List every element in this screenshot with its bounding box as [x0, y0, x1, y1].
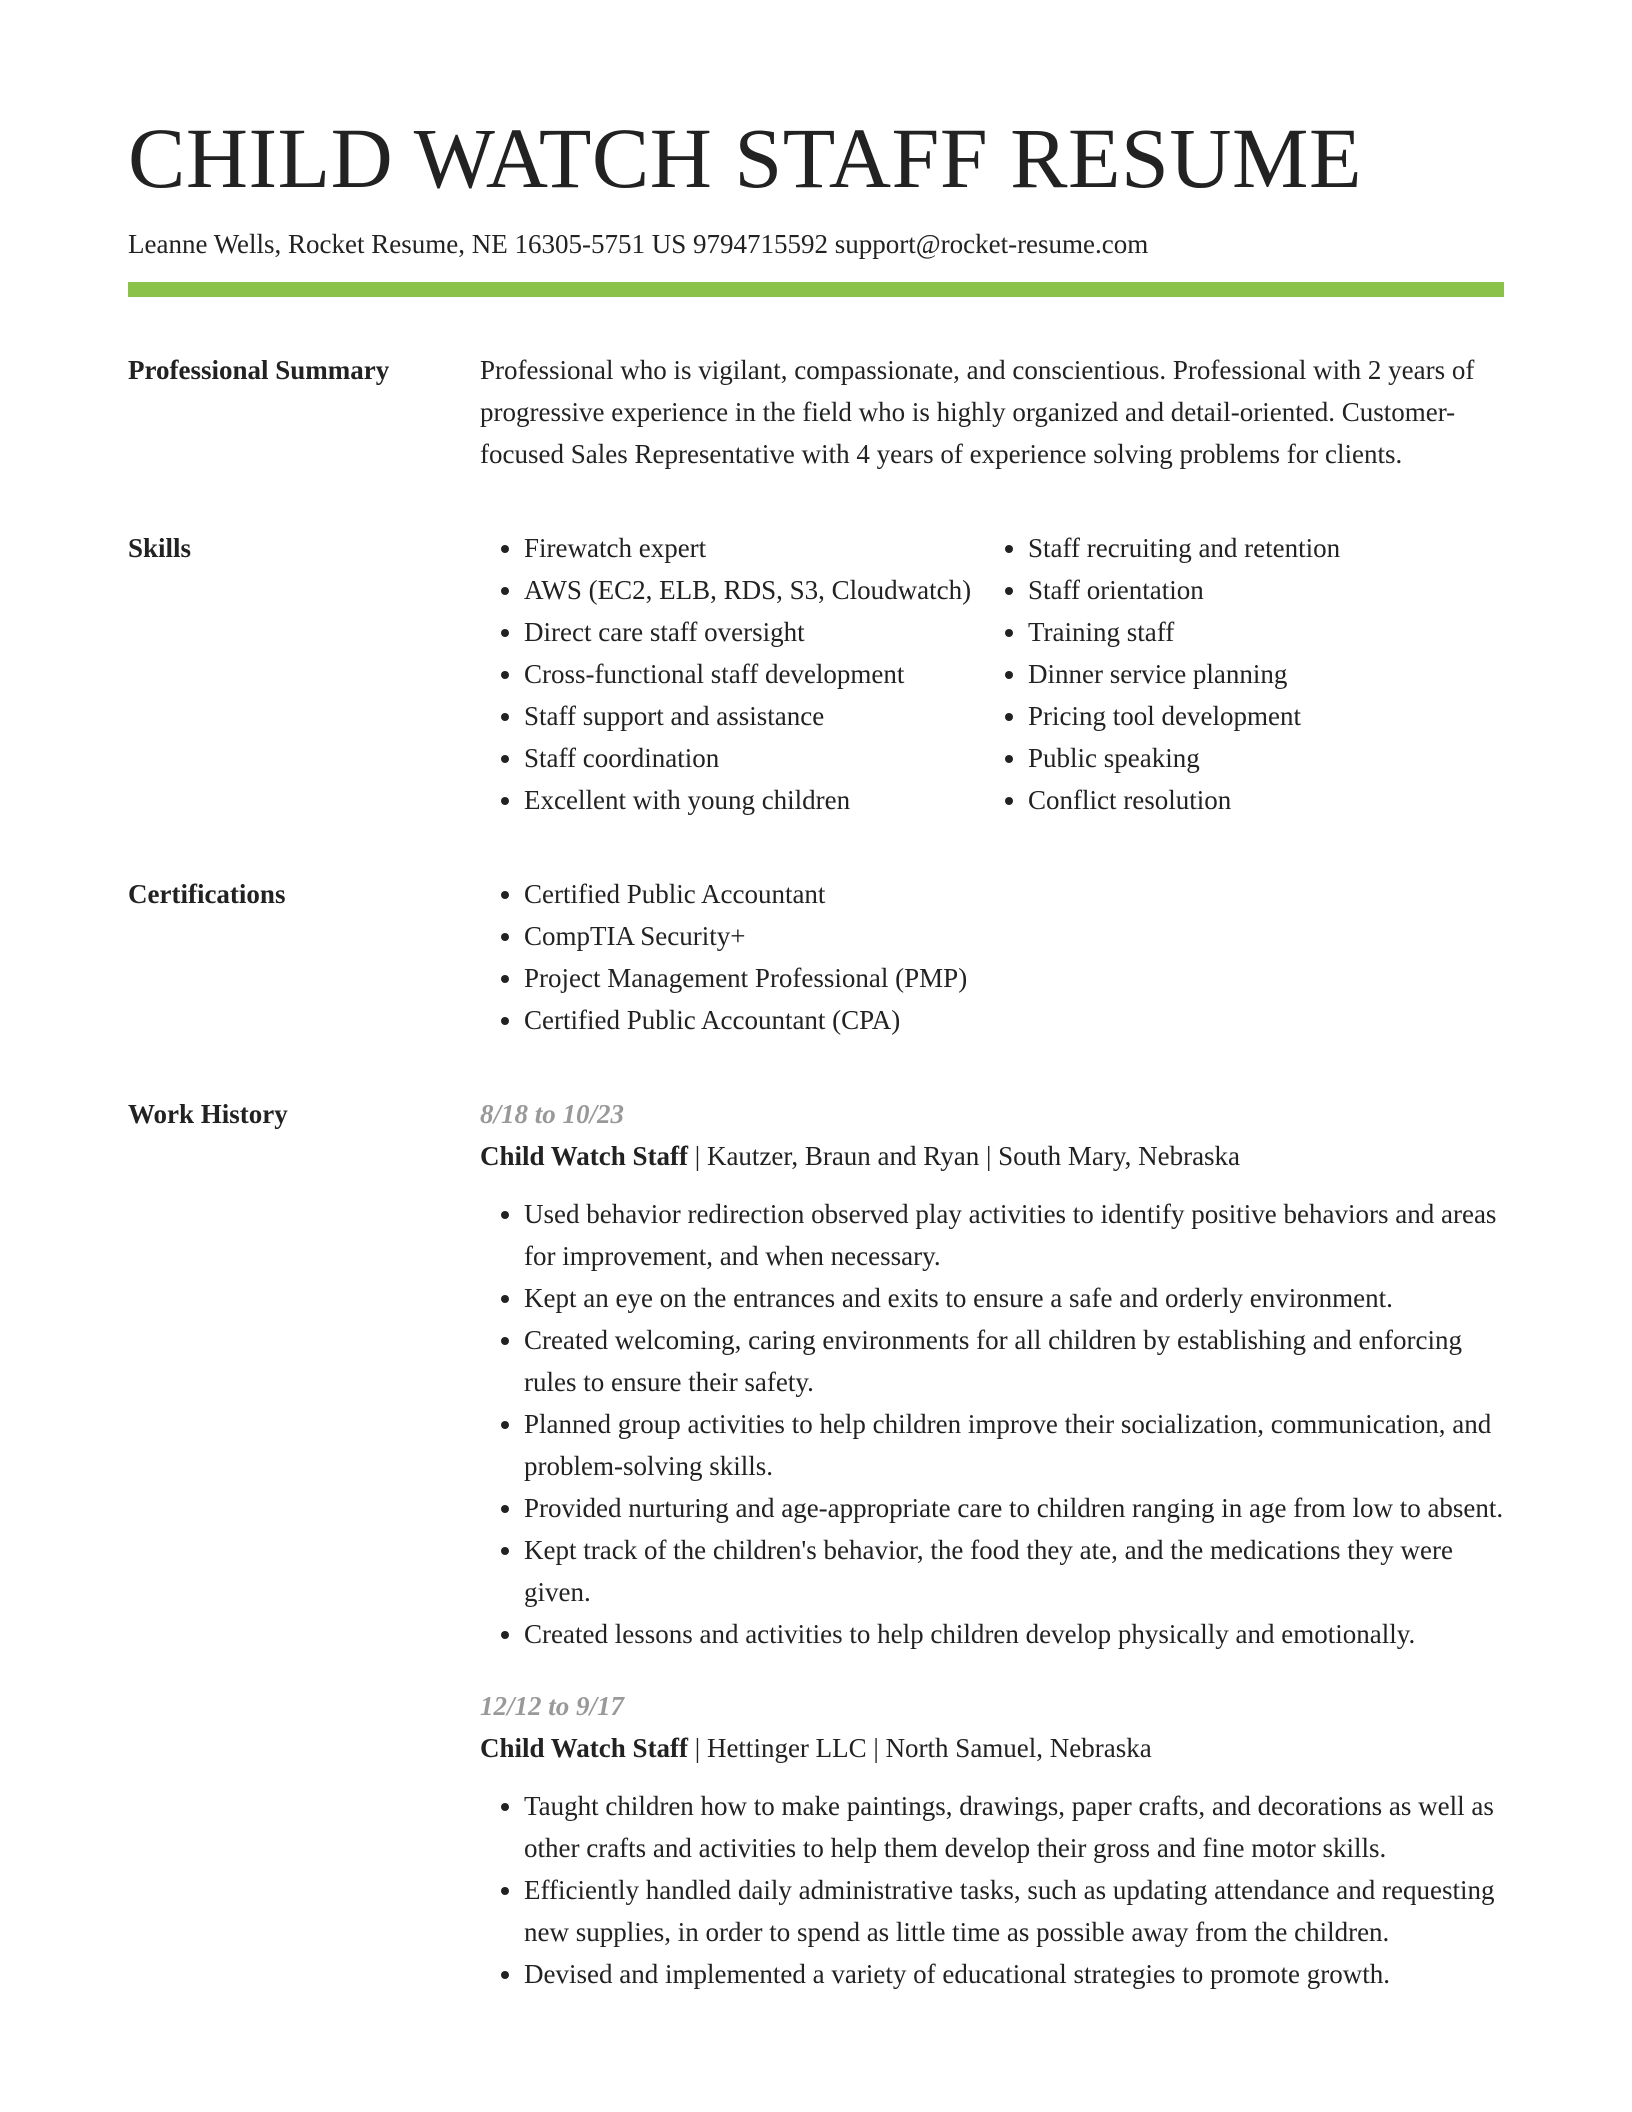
job-heading [480, 1727, 1504, 1769]
skill-item: • Pricing tool development [1028, 695, 1488, 737]
contact-email: support@rocket-resume.com [834, 229, 1149, 259]
work-history-body [480, 1093, 1504, 2025]
contact-address: Rocket Resume, NE 16305-5751 US [288, 229, 687, 259]
summary-section [128, 349, 1504, 475]
certification-item: • Certified Public Accountant [524, 873, 1504, 915]
skill-item: • Staff orientation [1028, 569, 1488, 611]
skills-list-right [984, 527, 1488, 821]
job-heading [480, 1135, 1504, 1177]
certifications-heading: Certifications [128, 879, 286, 910]
skill-item: • Public speaking [1028, 737, 1488, 779]
job-dates: 8/18 to 10/23 [480, 1099, 625, 1130]
job-company-location: | Kautzer, Braun and Ryan | South Mary, Nebraska [688, 1141, 1241, 1172]
certifications-list [480, 873, 1504, 1041]
certifications-section [128, 873, 1504, 1041]
skills-body [480, 527, 1504, 821]
skill-item: • Training staff [1028, 611, 1488, 653]
resume-title: CHILD WATCH STAFF RESUME [128, 110, 1362, 206]
job-bullet: • Efficiently handled daily administrative tasks, such as updating attendance and requesting new supplies, in order to spend as little time as possible away from the children. [524, 1869, 1504, 1953]
skill-item: • AWS (EC2, ELB, RDS, S3, Cloudwatch) [524, 569, 984, 611]
job-bullet: • Taught children how to make paintings, drawings, paper crafts, and decorations as well as other crafts and activities to help them develop their gross and fine motor skills. [524, 1785, 1504, 1869]
job-bullet: • Provided nurturing and age-appropriate care to children ranging in age from low to absent. [524, 1487, 1504, 1529]
summary-body [480, 349, 1504, 475]
skill-item: • Staff recruiting and retention [1028, 527, 1488, 569]
certification-item: • CompTIA Security+ [524, 915, 1504, 957]
skill-item: • Excellent with young children [524, 779, 984, 821]
certification-item: • Certified Public Accountant (CPA) [524, 999, 1504, 1041]
skills-heading: Skills [128, 533, 192, 564]
certifications-body [480, 873, 1504, 1041]
job-bullet: • Kept an eye on the entrances and exits to ensure a safe and orderly environment. [524, 1277, 1504, 1319]
summary-heading: Professional Summary [128, 355, 390, 386]
skill-item: • Conflict resolution [1028, 779, 1488, 821]
summary-text: Professional who is vigilant, compassionate, and conscientious. Professional with 2 years of progressive experience in the field who is highly organized and detail-oriented. Customer-focused Sales Representative with 4 years of experience solving problems for clients. [480, 355, 1475, 470]
job-bullet: • Created lessons and activities to help children develop physically and emotionally. [524, 1613, 1504, 1655]
skill-item: • Cross-functional staff development [524, 653, 984, 695]
work-history-section [128, 1093, 1504, 2025]
contact-phone: 9794715592 [693, 229, 828, 259]
skill-item: • Firewatch expert [524, 527, 984, 569]
job-bullet: • Kept track of the children's behavior, the food they ate, and the medications they were given. [524, 1529, 1504, 1613]
skill-item: • Direct care staff oversight [524, 611, 984, 653]
job-bullets [480, 1785, 1504, 1995]
work-history-heading: Work History [128, 1099, 288, 1130]
accent-divider [128, 282, 1504, 297]
skills-section [128, 527, 1504, 821]
skill-item: • Staff coordination [524, 737, 984, 779]
job-bullet: • Devised and implemented a variety of educational strategies to promote growth. [524, 1953, 1504, 1995]
job-bullet: • Used behavior redirection observed play activities to identify positive behaviors and areas for improvement, and when necessary. [524, 1193, 1504, 1277]
job-company-location: | Hettinger LLC | North Samuel, Nebraska [688, 1733, 1152, 1764]
job-entry [480, 1685, 1504, 1995]
job-entry [480, 1093, 1504, 1655]
certification-item: • Project Management Professional (PMP) [524, 957, 1504, 999]
contact-line [128, 227, 1504, 262]
job-title: Child Watch Staff [480, 1141, 689, 1172]
job-bullet: • Planned group activities to help children improve their socialization, communication, and problem-solving skills. [524, 1403, 1504, 1487]
job-bullet: • Created welcoming, caring environments for all children by establishing and enforcing rules to ensure their safety. [524, 1319, 1504, 1403]
job-title: Child Watch Staff [480, 1733, 689, 1764]
job-dates: 12/12 to 9/17 [480, 1691, 625, 1722]
skill-item: • Dinner service planning [1028, 653, 1488, 695]
contact-name: Leanne Wells, [128, 229, 282, 259]
skills-list-left [480, 527, 984, 821]
job-bullets [480, 1193, 1504, 1655]
skill-item: • Staff support and assistance [524, 695, 984, 737]
